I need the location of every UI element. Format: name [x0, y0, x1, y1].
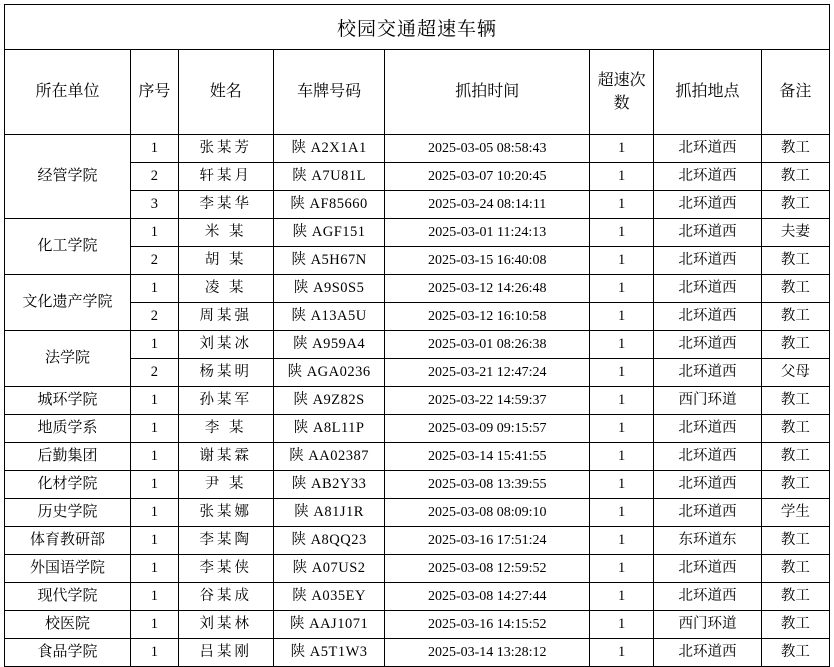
cell-time: 2025-03-22 14:59:37 [385, 387, 590, 415]
table-row [5, 443, 830, 471]
cell-seq: 1 [131, 471, 179, 499]
header-row [5, 50, 830, 135]
cell-count: 1 [590, 415, 654, 443]
cell-remark: 教工 [761, 527, 829, 555]
cell-place: 北环道西 [654, 163, 762, 191]
cell-count: 1 [590, 275, 654, 303]
cell-name: 刘某冰 [178, 331, 273, 359]
cell-place: 北环道西 [654, 303, 762, 331]
cell-place: 西门环道 [654, 387, 762, 415]
cell-plate: 陕 A5H67N [273, 247, 385, 275]
cell-remark: 夫妻 [761, 219, 829, 247]
cell-plate: 陕 AGF151 [273, 219, 385, 247]
cell-seq: 1 [131, 583, 179, 611]
cell-count: 1 [590, 219, 654, 247]
cell-place: 北环道西 [654, 247, 762, 275]
cell-count: 1 [590, 499, 654, 527]
cell-time: 2025-03-09 09:15:57 [385, 415, 590, 443]
cell-place: 北环道西 [654, 471, 762, 499]
table-row [5, 555, 830, 583]
cell-plate: 陕 A8L11P [273, 415, 385, 443]
cell-time: 2025-03-07 10:20:45 [385, 163, 590, 191]
cell-seq: 1 [131, 639, 179, 667]
cell-name: 谢某霖 [178, 443, 273, 471]
table-row [5, 527, 830, 555]
cell-unit: 历史学院 [5, 499, 131, 527]
cell-seq: 1 [131, 499, 179, 527]
cell-plate: 陕 A7U81L [273, 163, 385, 191]
cell-count: 1 [590, 555, 654, 583]
cell-place: 北环道西 [654, 359, 762, 387]
cell-remark: 教工 [761, 443, 829, 471]
cell-remark: 教工 [761, 303, 829, 331]
column-header-count: 超速次数 [590, 50, 654, 135]
cell-place: 北环道西 [654, 275, 762, 303]
cell-place: 北环道西 [654, 583, 762, 611]
cell-time: 2025-03-24 08:14:11 [385, 191, 590, 219]
cell-name: 张某娜 [178, 499, 273, 527]
cell-unit: 化材学院 [5, 471, 131, 499]
cell-count: 1 [590, 527, 654, 555]
table-row [5, 639, 830, 667]
cell-name: 孙某军 [178, 387, 273, 415]
table-row [5, 499, 830, 527]
cell-name: 吕某刚 [178, 639, 273, 667]
cell-remark: 教工 [761, 471, 829, 499]
cell-name: 周某强 [178, 303, 273, 331]
table-row [5, 415, 830, 443]
cell-plate: 陕 A959A4 [273, 331, 385, 359]
cell-plate: 陕 A035EY [273, 583, 385, 611]
cell-count: 1 [590, 387, 654, 415]
cell-remark: 父母 [761, 359, 829, 387]
cell-name: 谷某成 [178, 583, 273, 611]
cell-count: 1 [590, 443, 654, 471]
cell-place: 北环道西 [654, 415, 762, 443]
cell-time: 2025-03-01 11:24:13 [385, 219, 590, 247]
cell-time: 2025-03-21 12:47:24 [385, 359, 590, 387]
table-row [5, 275, 830, 303]
table-row [5, 611, 830, 639]
cell-time: 2025-03-08 14:27:44 [385, 583, 590, 611]
table-row [5, 331, 830, 359]
cell-seq: 1 [131, 555, 179, 583]
cell-remark: 教工 [761, 247, 829, 275]
cell-name: 刘某林 [178, 611, 273, 639]
cell-seq: 2 [131, 247, 179, 275]
cell-name: 凌 某 [178, 275, 273, 303]
speeding-vehicles-table [4, 4, 830, 667]
cell-seq: 1 [131, 387, 179, 415]
cell-remark: 教工 [761, 331, 829, 359]
cell-name: 李 某 [178, 415, 273, 443]
cell-plate: 陕 AGA0236 [273, 359, 385, 387]
cell-seq: 2 [131, 163, 179, 191]
cell-plate: 陕 A07US2 [273, 555, 385, 583]
cell-plate: 陕 A5T1W3 [273, 639, 385, 667]
cell-seq: 2 [131, 359, 179, 387]
cell-place: 北环道西 [654, 443, 762, 471]
cell-name: 尹 某 [178, 471, 273, 499]
cell-seq: 1 [131, 275, 179, 303]
cell-count: 1 [590, 331, 654, 359]
table-row [5, 583, 830, 611]
cell-plate: 陕 A9S0S5 [273, 275, 385, 303]
cell-unit: 法学院 [5, 331, 131, 387]
cell-place: 北环道西 [654, 331, 762, 359]
cell-count: 1 [590, 471, 654, 499]
cell-unit: 经管学院 [5, 135, 131, 219]
cell-place: 东环道东 [654, 527, 762, 555]
table-row [5, 135, 830, 163]
cell-time: 2025-03-16 14:15:52 [385, 611, 590, 639]
cell-plate: 陕 A13A5U [273, 303, 385, 331]
cell-name: 杨某明 [178, 359, 273, 387]
cell-seq: 1 [131, 611, 179, 639]
column-header-remark: 备注 [761, 50, 829, 135]
column-header-place: 抓拍地点 [654, 50, 762, 135]
cell-seq: 1 [131, 443, 179, 471]
column-header-time: 抓拍时间 [385, 50, 590, 135]
column-header-name: 姓名 [178, 50, 273, 135]
document-title: 校园交通超速车辆 [5, 5, 830, 50]
cell-time: 2025-03-05 08:58:43 [385, 135, 590, 163]
cell-count: 1 [590, 135, 654, 163]
cell-unit: 后勤集团 [5, 443, 131, 471]
table-row [5, 471, 830, 499]
cell-plate: 陕 AAJ1071 [273, 611, 385, 639]
cell-time: 2025-03-12 16:10:58 [385, 303, 590, 331]
cell-name: 李某侠 [178, 555, 273, 583]
cell-seq: 1 [131, 415, 179, 443]
cell-unit: 地质学系 [5, 415, 131, 443]
cell-remark: 教工 [761, 611, 829, 639]
cell-seq: 3 [131, 191, 179, 219]
cell-count: 1 [590, 639, 654, 667]
table-row [5, 387, 830, 415]
column-header-unit: 所在单位 [5, 50, 131, 135]
cell-count: 1 [590, 359, 654, 387]
cell-unit: 外国语学院 [5, 555, 131, 583]
cell-place: 北环道西 [654, 135, 762, 163]
cell-plate: 陕 AA02387 [273, 443, 385, 471]
cell-plate: 陕 AB2Y33 [273, 471, 385, 499]
cell-seq: 1 [131, 527, 179, 555]
cell-time: 2025-03-01 08:26:38 [385, 331, 590, 359]
cell-name: 李某陶 [178, 527, 273, 555]
cell-plate: 陕 A81J1R [273, 499, 385, 527]
cell-time: 2025-03-15 16:40:08 [385, 247, 590, 275]
cell-seq: 1 [131, 135, 179, 163]
cell-count: 1 [590, 583, 654, 611]
cell-name: 胡 某 [178, 247, 273, 275]
cell-count: 1 [590, 163, 654, 191]
cell-unit: 体育教研部 [5, 527, 131, 555]
cell-remark: 教工 [761, 583, 829, 611]
cell-name: 轩某月 [178, 163, 273, 191]
cell-place: 北环道西 [654, 191, 762, 219]
cell-place: 北环道西 [654, 499, 762, 527]
cell-unit: 文化遗产学院 [5, 275, 131, 331]
cell-remark: 教工 [761, 135, 829, 163]
cell-place: 西门环道 [654, 611, 762, 639]
cell-remark: 教工 [761, 555, 829, 583]
cell-time: 2025-03-14 13:28:12 [385, 639, 590, 667]
cell-time: 2025-03-16 17:51:24 [385, 527, 590, 555]
cell-unit: 校医院 [5, 611, 131, 639]
cell-time: 2025-03-08 12:59:52 [385, 555, 590, 583]
cell-unit: 化工学院 [5, 219, 131, 275]
cell-time: 2025-03-08 08:09:10 [385, 499, 590, 527]
cell-seq: 2 [131, 303, 179, 331]
cell-plate: 陕 A2X1A1 [273, 135, 385, 163]
cell-unit: 现代学院 [5, 583, 131, 611]
cell-remark: 教工 [761, 275, 829, 303]
cell-plate: 陕 A8QQ23 [273, 527, 385, 555]
cell-count: 1 [590, 303, 654, 331]
column-header-plate: 车牌号码 [273, 50, 385, 135]
cell-place: 北环道西 [654, 219, 762, 247]
cell-place: 北环道西 [654, 639, 762, 667]
cell-remark: 教工 [761, 387, 829, 415]
cell-count: 1 [590, 191, 654, 219]
cell-seq: 1 [131, 219, 179, 247]
table-row [5, 219, 830, 247]
cell-remark: 教工 [761, 191, 829, 219]
cell-name: 米 某 [178, 219, 273, 247]
cell-remark: 学生 [761, 499, 829, 527]
cell-time: 2025-03-08 13:39:55 [385, 471, 590, 499]
cell-name: 李某华 [178, 191, 273, 219]
cell-remark: 教工 [761, 639, 829, 667]
title-row [5, 5, 830, 50]
cell-time: 2025-03-14 15:41:55 [385, 443, 590, 471]
cell-count: 1 [590, 247, 654, 275]
cell-count: 1 [590, 611, 654, 639]
cell-remark: 教工 [761, 415, 829, 443]
cell-time: 2025-03-12 14:26:48 [385, 275, 590, 303]
cell-seq: 1 [131, 331, 179, 359]
cell-unit: 城环学院 [5, 387, 131, 415]
cell-place: 北环道西 [654, 555, 762, 583]
cell-unit: 食品学院 [5, 639, 131, 667]
cell-plate: 陕 AF85660 [273, 191, 385, 219]
cell-name: 张某芳 [178, 135, 273, 163]
column-header-seq: 序号 [131, 50, 179, 135]
cell-remark: 教工 [761, 163, 829, 191]
cell-plate: 陕 A9Z82S [273, 387, 385, 415]
